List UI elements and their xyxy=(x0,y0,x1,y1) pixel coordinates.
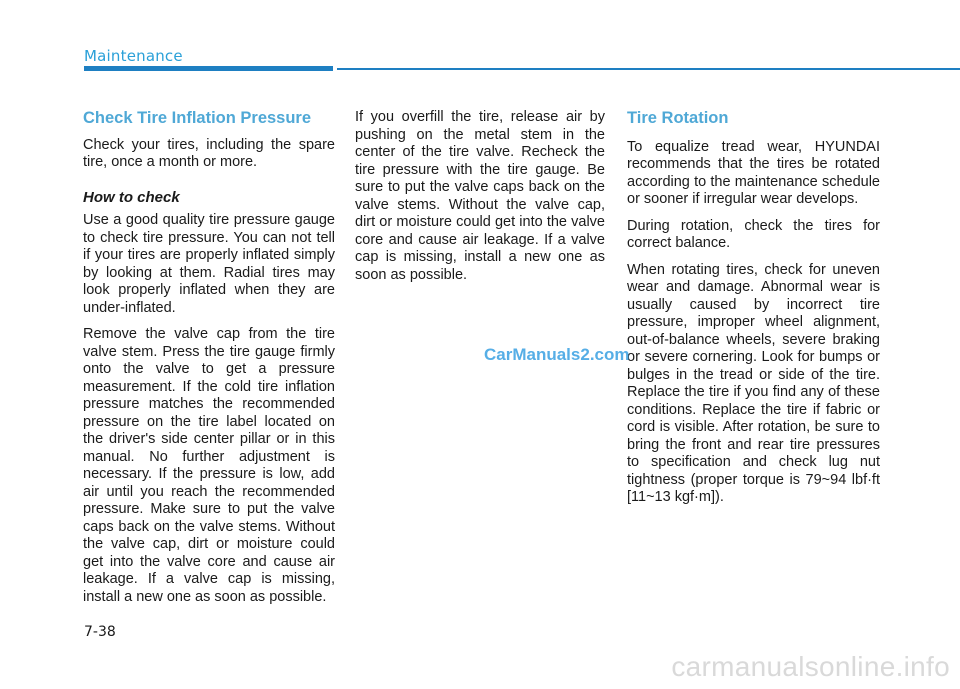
site-watermark: CarManuals2.com xyxy=(484,345,630,364)
right-column xyxy=(627,110,880,516)
gauge-paragraph: Use a good quality tire pressure gauge to check tire pressure. You can not tell if your tires are properly inflated simply by looking at them. Radial tires may look properly inflated when they are under-inflated. xyxy=(83,212,335,316)
footer-watermark: carmanualsonline.info xyxy=(671,651,950,682)
rotation-intro-paragraph: To equalize tread wear, HYUNDAI recommends that the tires be rotated according to the maintenance schedule or sooner if irregular wear develops. xyxy=(627,138,880,207)
left-column xyxy=(83,110,335,615)
overfill-paragraph: If you overfill the tire, release air by pushing on the metal stem in the center of the tire valve. Recheck the tire pressure with the tire gauge. Be sure to put the valve caps back on the valve stems. Without the valve cap, dirt or moisture could get into the valve core and cause air leakage. If a valve cap is missing, install a new one as soon as possible. xyxy=(355,109,605,283)
check-tire-pressure-heading: Check Tire Inflation Pressure xyxy=(83,109,312,127)
valve-cap-paragraph: Remove the valve cap from the tire valve stem. Press the tire gauge firmly onto the valve to get a pressure measurement. If the cold tire inflation pressure matches the recommended pressure on the tire label located on the driver's side center pillar or in this manual. No further adjustment is necessary. If the pressure is low, add air until you reach the recommended pressure. Make sure to put the valve caps back on the valve stems. Without the valve cap, dirt or moisture could get into the valve core and cause air leakage. If a valve cap is missing, install a new one as soon as possible. xyxy=(83,326,335,605)
middle-column xyxy=(355,109,605,293)
header-rule-thin xyxy=(337,68,960,70)
balance-paragraph: During rotation, check the tires for correct balance. xyxy=(627,217,880,251)
uneven-wear-paragraph: When rotating tires, check for uneven wear and damage. Abnormal wear is usually caused by incorrect tire pressure, improper wheel alignment, out-of-balance wheels, severe braking or severe cornering. Look for bumps or bulges in the tread or side of the tire. Replace the tire if you find any of these conditions. Replace the tire if fabric or cord is visible. After rotation, be sure to bring the front and rear tire pressures to specification and check lug nut tightness (proper torque is 79~94 lbf·ft [11~13 kgf·m]). xyxy=(627,261,880,505)
page-number: 7-38 xyxy=(84,624,116,640)
how-to-check-subheading: How to check xyxy=(83,188,180,206)
tire-rotation-heading: Tire Rotation xyxy=(627,109,729,127)
header-rule-thick xyxy=(84,66,333,71)
section-header-title: Maintenance xyxy=(84,47,183,65)
intro-paragraph: Check your tires, including the spare tire, once a month or more. xyxy=(83,136,335,170)
